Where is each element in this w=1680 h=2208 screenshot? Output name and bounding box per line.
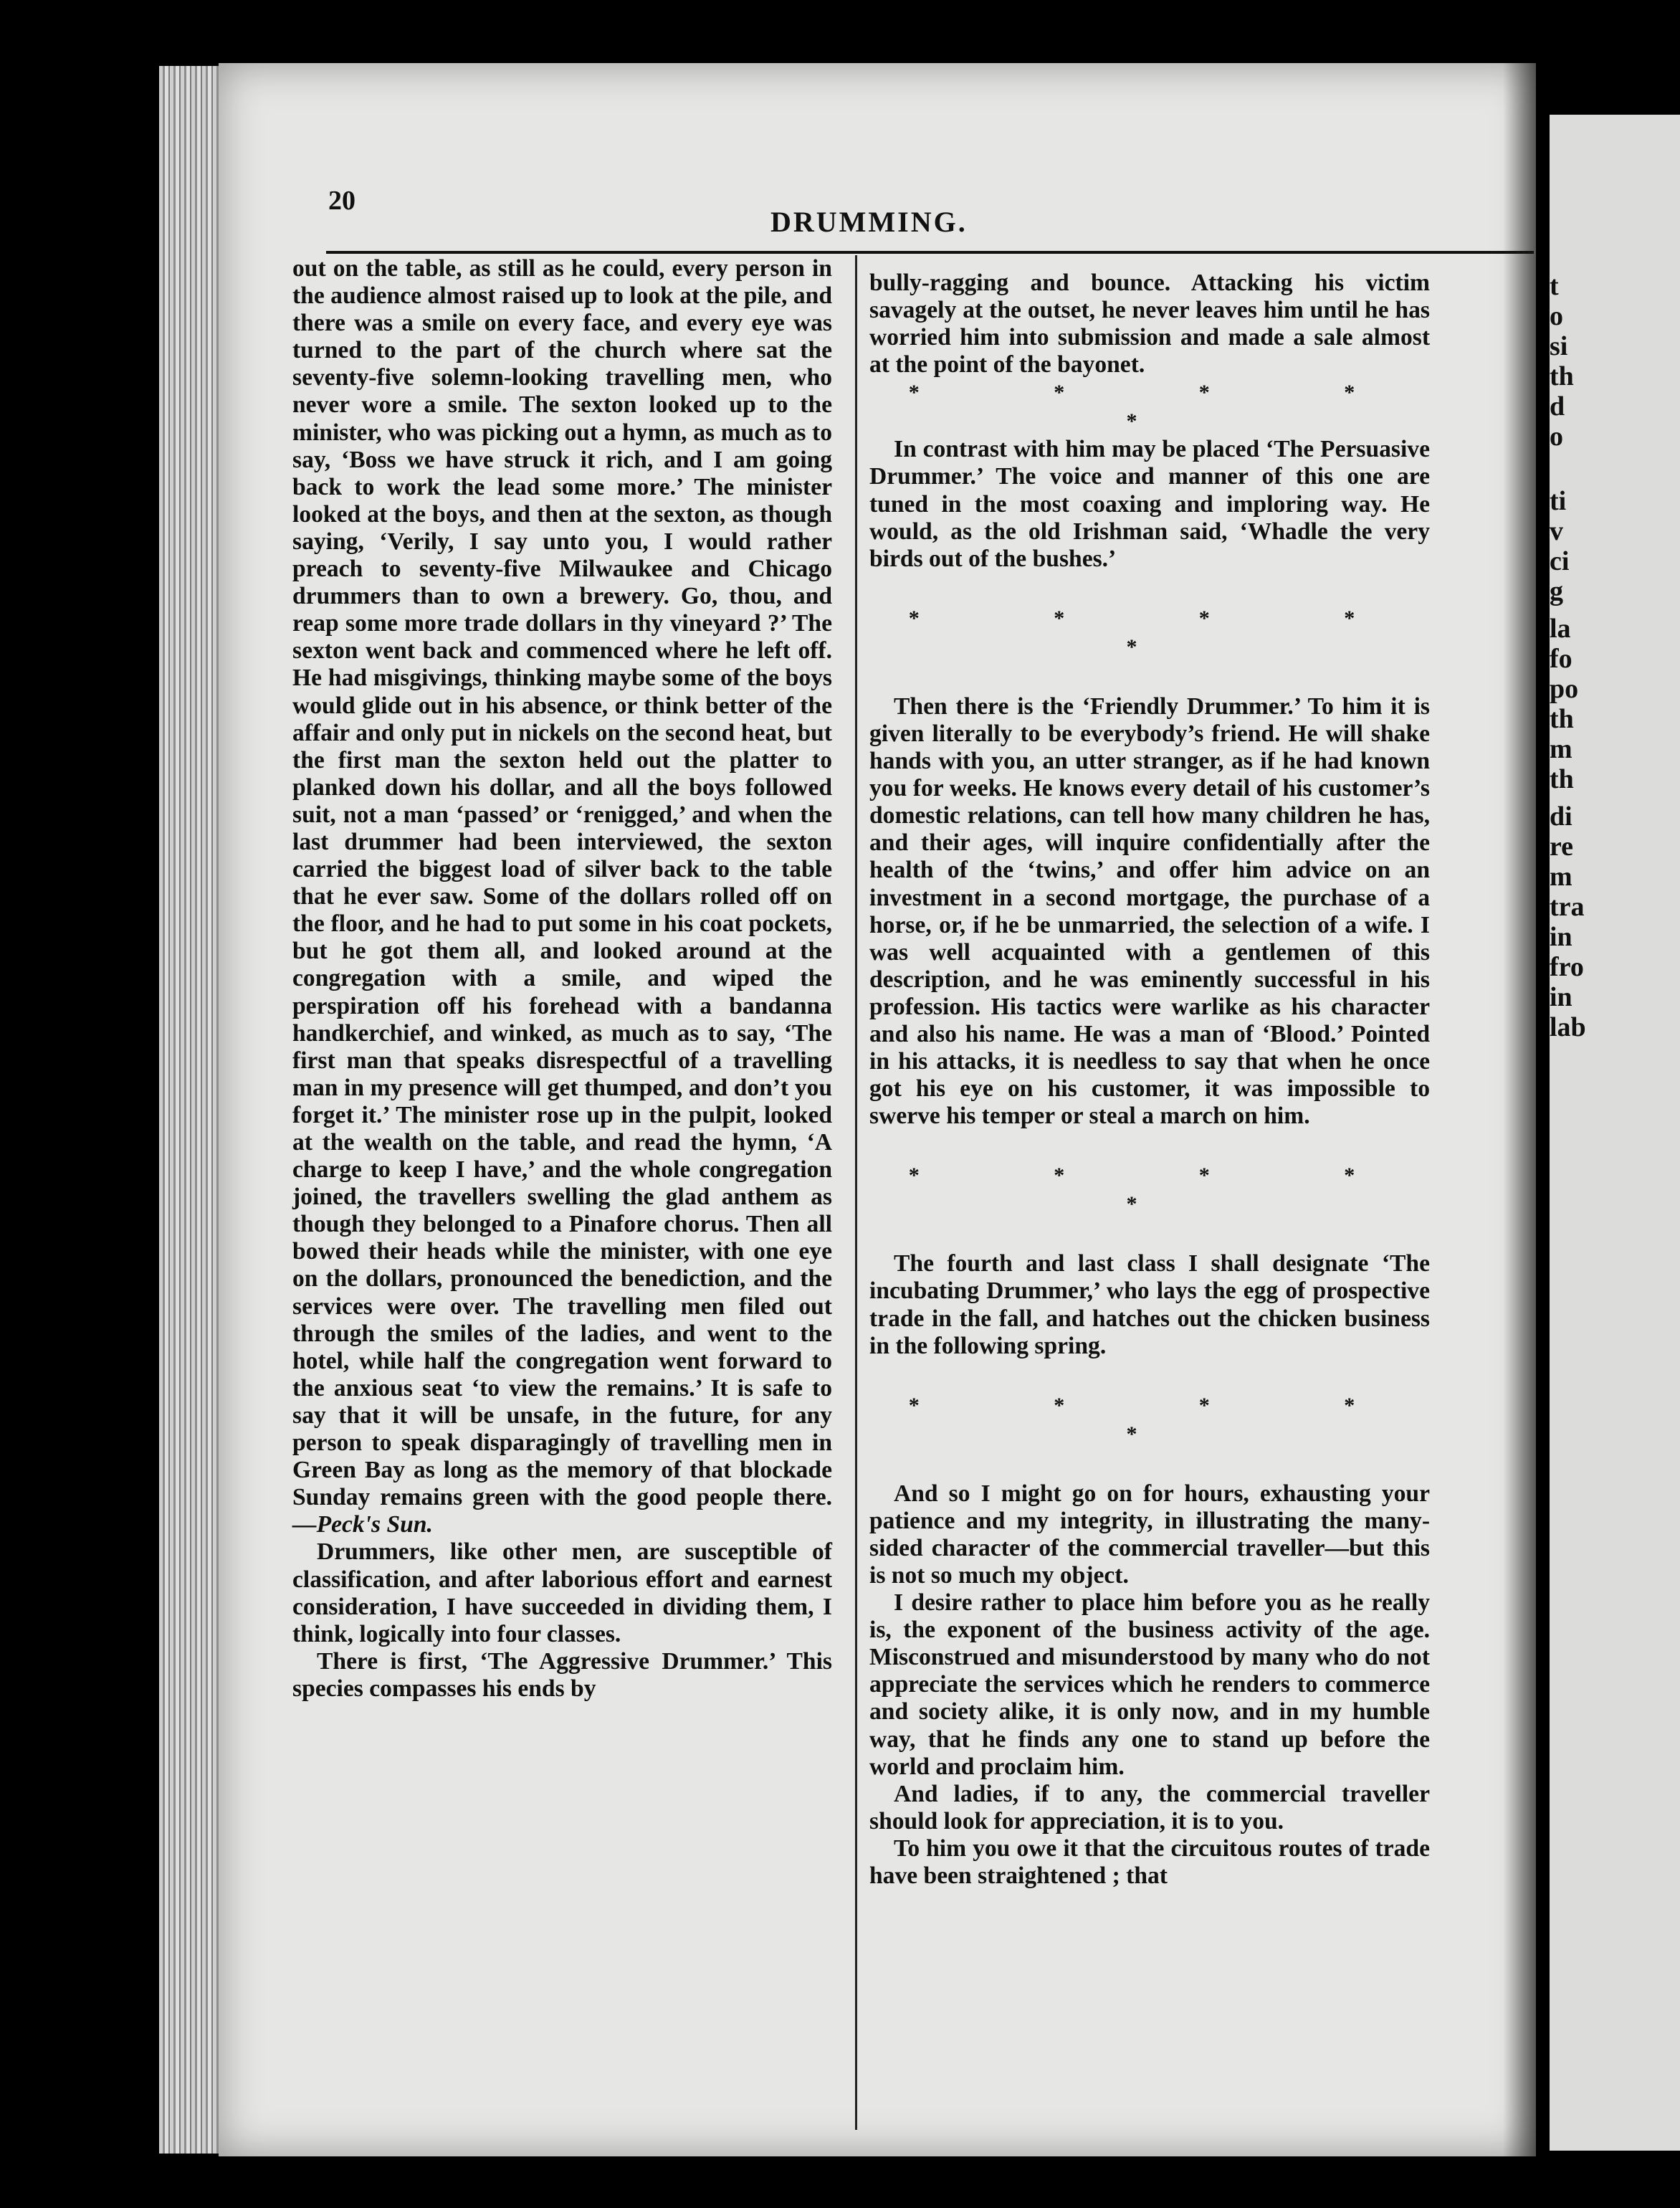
section-separator: * * * * * — [908, 1393, 1420, 1446]
paragraph-text: out on the table, as still as he could, every person in the audience almost raised up to look at the pile, and there was a smile on every face, and every eye was turned to the part of the church where sat the seventy-five solemn-looking travelling men, who never wore a smile. The sexton looked up to the minister, who was picking out a hymn, as much as to say, ‘Boss we have struck it rich, and I am going back to work the lead some more.’ The minister looked at the boys, and then at the sexton, as though saying, ‘Verily, I say unto you, I would rather preach to seventy-five Milwaukee and Chicago drummers than to own a brewery. Go, thou, and reap some more trade dollars in thy vineyard ?’ The sexton went back and commenced where he left off. He had misgivings, thinking maybe some of the boys would glide out in his absence, or think better of the affair and only put in nickels on the second heat, but the first man the sexton held out the platter to planked down his dollar, and all the boys followed suit, not a man ‘passed’ or ‘renigged,’ and when the last drummer had been interviewed, the sexton carried the biggest load of silver back to the table that he ever saw. Some of the dollars rolled off on the floor, and he had to put some in his coat pockets, but he got them all, and looked around at the congregation with a smile, and wiped the perspiration off his forehead with a bandanna handkerchief, and winked, as much as to say, ‘The first man that speaks disrespectful of a travelling man in my presence will get thumped, and don’t you forget it.’ The minister rose up in the pulpit, looked at the wealth on the table, and read the hymn, ‘A charge to keep I have,’ and the whole congregation joined, the travellers swelling the glad anthem as though they belonged to a Pinafore chorus. Then all bowed their heads while the minister, with one eye on the dollars, pronounced the benediction, and the services were over. The travelling men filed out through the smiles of the ladies, and went to the hotel, while half the congregation went forward to the anxious seat ‘to view the remains.’ It is safe to say that it will be unsafe, in the future, for any person to speak disparagingly of travelling men in Green Bay as long as the memory of that blockade Sunday remains green with the good people there. — [292, 255, 832, 1511]
fragment-line: d — [1550, 391, 1565, 422]
fragment-line: in — [1550, 982, 1572, 1012]
attribution: —Peck's Sun. — [292, 1511, 433, 1538]
facing-page-fragment — [1550, 115, 1680, 2151]
fragment-line: m — [1550, 862, 1572, 892]
fragment-line: m — [1550, 734, 1572, 764]
fragment-line: g — [1550, 576, 1563, 606]
fragment-line: th — [1550, 361, 1574, 391]
paragraph: Drummers, like other men, are susceptible of classification, and after laborious effort and earnest consideration, I have succeeded in dividing them, I think, logically into four classes. — [292, 1538, 832, 1647]
fragment-line: lab — [1550, 1012, 1586, 1042]
section-separator: * * * * * — [908, 606, 1420, 659]
paragraph: The fourth and last class I shall designate ‘The incubating Drummer,’ who lays the egg of prospective trade in the fall, and hatches out the chicken business in the following spring. — [869, 1250, 1430, 1359]
page-number: 20 — [328, 186, 355, 216]
page-edges — [159, 66, 227, 2154]
paragraph: In contrast with him may be placed ‘The Persuasive Drummer.’ The voice and manner of this one are tuned in the most coaxing and imploring way. He would, as the old Irishman said, ‘Whadle the very birds out of the bushes.’ — [869, 436, 1430, 572]
fragment-line: re — [1550, 832, 1574, 862]
fragment-line: po — [1550, 674, 1579, 704]
fragment-line: t — [1550, 271, 1559, 301]
section-separator: * * * * * — [908, 1164, 1420, 1217]
header-rule — [326, 251, 1534, 254]
column-divider — [855, 255, 857, 2130]
fragment-line: di — [1550, 801, 1572, 832]
gutter-shadow — [1503, 63, 1536, 2156]
fragment-line: fo — [1550, 644, 1572, 674]
fragment-line: la — [1550, 614, 1571, 644]
paragraph: And ladies, if to any, the commercial traveller should look for appreciation, it is to you. — [869, 1780, 1430, 1835]
fragment-line: th — [1550, 764, 1574, 794]
fragment-line: o — [1550, 422, 1563, 452]
paragraph: bully-ragging and bounce. Attacking his victim savagely at the outset, he never leaves him until he has worried him into submission and made a sale almost at the point of the bayonet. — [869, 270, 1430, 379]
book-page — [219, 63, 1536, 2156]
section-separator: * * * * * — [908, 381, 1420, 434]
paragraph: There is first, ‘The Aggressive Drummer.’ This species compasses his ends by — [292, 1647, 832, 1702]
paragraph — [292, 255, 832, 1538]
fragment-line: si — [1550, 331, 1568, 361]
fragment-line: ci — [1550, 546, 1570, 576]
fragment-line: in — [1550, 922, 1572, 952]
fragment-line: ti — [1550, 486, 1567, 516]
running-title: DRUMMING. — [770, 206, 968, 238]
paragraph: Then there is the ‘Friendly Drummer.’ To him it is given literally to be everybody’s friend. He will shake hands with you, an utter stranger, as if he had known you for weeks. He knows every detail of his customer’s domestic relations, can tell how many children he has, and their ages, will inquire confidentially after the health of the ‘twins,’ and offer him advice on an investment in a second mortgage, the purchase of a horse, or, if he be unmarried, the selection of a wife. I was well acquainted with a gentlemen of this description, and he was eminently successful in his profession. His tactics were warlike as his character and also his name. He was a man of ‘Blood.’ Pointed in his attacks, it is needless to say that when he once got his eye on his customer, it was impossible to swerve his temper or steal a march on him. — [869, 693, 1430, 1130]
paragraph: To him you owe it that the circuitous routes of trade have been straightened ; that — [869, 1835, 1430, 1890]
fragment-line: o — [1550, 301, 1563, 331]
paragraph: And so I might go on for hours, exhausting your patience and my integrity, in illustrating the many-sided character of the commercial traveller—but this is not so much my object. — [869, 1480, 1430, 1589]
fragment-line: fro — [1550, 952, 1584, 982]
fragment-line: th — [1550, 704, 1574, 734]
fragment-line: tra — [1550, 892, 1585, 922]
fragment-line: v — [1550, 516, 1563, 546]
paragraph: I desire rather to place him before you as he really is, the exponent of the business activity of the age. Misconstrued and misunderstood by many who do not appreciate the services which he renders to commerce and society alike, it is only now, and in my humble way, that he finds any one to stand up before the world and proclaim him. — [869, 1589, 1430, 1780]
right-column — [869, 270, 1430, 1890]
left-column — [292, 255, 832, 1703]
